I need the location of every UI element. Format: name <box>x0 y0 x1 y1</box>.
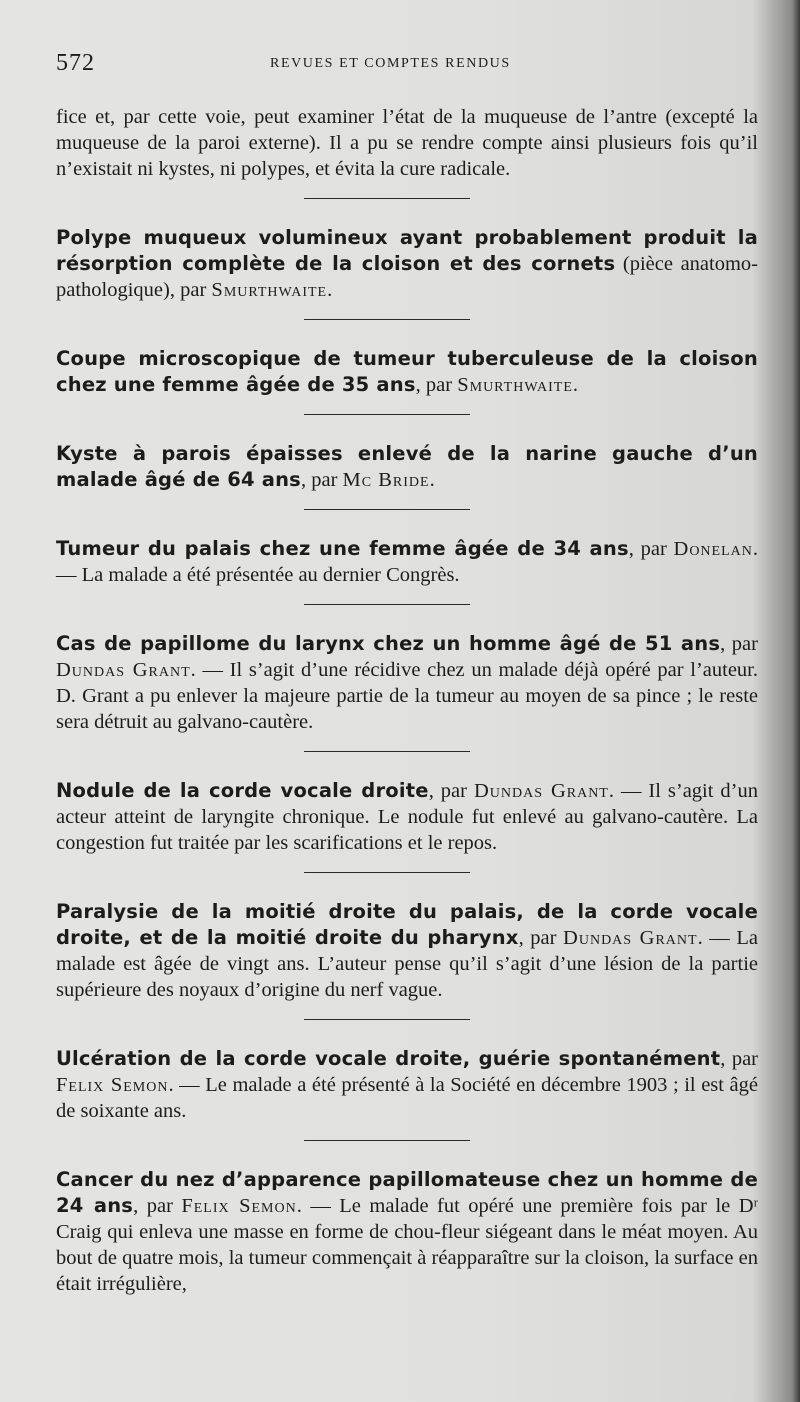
entry-paragraph <box>56 1167 758 1297</box>
entry-text: . <box>429 469 435 491</box>
entry-after-title: , par <box>415 374 458 396</box>
section-divider <box>304 872 470 873</box>
entry-paragraph <box>56 631 758 735</box>
entry-title: Coupe microscopique de tumeur tuberculeuse de la cloison chez une femme âgée de 35 ans <box>56 347 758 396</box>
entry-paragraph <box>56 346 758 398</box>
entry-author: Dundas Grant <box>56 659 191 681</box>
section-divider <box>304 319 470 320</box>
entry-text: . — La malade a été présentée au dernier Congrès. <box>56 538 758 586</box>
entry-title: Polype muqueux volumineux ayant probablement produit la résorption complète de la cloison et des cornets <box>56 226 758 275</box>
entry-author: Smurthwaite <box>211 279 328 301</box>
entry-author: Donelan <box>673 538 753 560</box>
entry-text: . <box>572 374 579 396</box>
entry-after-title: (pièce anatomo-pathologique), par <box>56 253 758 301</box>
entry-after-title: , par <box>133 1195 182 1217</box>
section-divider <box>304 751 470 752</box>
entry-paragraph <box>56 536 758 588</box>
entry-after-title: , par <box>428 780 474 802</box>
section-divider <box>304 414 470 415</box>
entry-title: Tumeur du palais chez une femme âgée de 34 ans <box>56 537 629 560</box>
entry-after-title: , par <box>300 469 343 491</box>
entry-title: Cancer du nez d’apparence papillomateuse chez un homme de 24 ans <box>56 1168 758 1217</box>
entry-paragraph <box>56 225 758 303</box>
entry-paragraph <box>56 778 758 856</box>
entry-paragraph <box>56 899 758 1003</box>
running-head: REVUES ET COMPTES RENDUS <box>270 56 511 71</box>
section-divider <box>304 1019 470 1020</box>
continuation-paragraph: fice et, par cette voie, peut examiner l’état de la muqueuse de l’antre (excepté la muqueuse de la paroi externe). Il a pu se rendre compte ainsi plusieurs fois qu’il n’existait ni kystes, ni polypes, et évita la cure radicale. <box>56 106 758 180</box>
entry-author: Felix Semon <box>181 1195 297 1217</box>
section-divider <box>304 604 470 605</box>
page-number: 572 <box>56 50 95 76</box>
entry-text: . — La malade est âgée de vingt ans. L’auteur pense qu’il s’agit d’une lésion de la partie supérieure des noyaux d’origine du nerf vague. <box>56 927 758 1001</box>
section-divider <box>304 198 470 199</box>
entry-text: . — Il s’agit d’un acteur atteint de laryngite chronique. Le nodule fut enlevé au galvano-cautère. La congestion fut traitée par les scarifications et le repos. <box>56 780 758 854</box>
entry-author: Smurthwaite <box>457 374 573 396</box>
entry-title: Ulcération de la corde vocale droite, guérie spontanément <box>56 1047 721 1070</box>
entry-author: Dundas Grant <box>563 927 698 949</box>
section-divider <box>304 1140 470 1141</box>
entry-text: . <box>327 279 333 301</box>
entry-text: . — Le malade fut opéré une première fois par le Dʳ Craig qui enleva une masse en forme de chou-fleur siégeant dans le méat moyen. Au bout de quatre mois, la tumeur commençait à réapparaître sur la cloison, la surface en était irrégulière, <box>56 1195 758 1295</box>
entry-title: Cas de papillome du larynx chez un homme âgé de 51 ans <box>56 632 721 655</box>
entry-paragraph <box>56 441 758 493</box>
entry-title: Paralysie de la moitié droite du palais, de la corde vocale droite, et de la moitié droite du pharynx <box>56 900 758 949</box>
entry-author: Mc Bride <box>342 469 430 491</box>
entry-title: Kyste à parois épaisses enlevé de la narine gauche d’un malade âgé de 64 ans <box>56 442 758 491</box>
entry-after-title: , par <box>720 633 758 655</box>
entry-author: Felix Semon <box>56 1074 169 1096</box>
page-body <box>56 104 758 1297</box>
section-divider <box>304 509 470 510</box>
entry-after-title: , par <box>518 927 564 949</box>
page-header <box>56 50 760 78</box>
entry-author: Dundas Grant <box>473 780 609 802</box>
entry-text: . — Le malade a été présenté à la Société en décembre 1903 ; il est âgé de soixante ans. <box>56 1074 758 1122</box>
entry-after-title: , par <box>628 538 674 560</box>
entry-text: . — Il s’agit d’une récidive chez un malade déjà opéré par l’auteur. D. Grant a pu enlever la majeure partie de la tumeur au moyen de sa pince ; le reste sera détruit au galvano-cautère. <box>56 659 758 733</box>
entry-title: Nodule de la corde vocale droite <box>56 779 429 802</box>
entry-after-title: , par <box>720 1048 758 1070</box>
entry-paragraph <box>56 1046 758 1124</box>
